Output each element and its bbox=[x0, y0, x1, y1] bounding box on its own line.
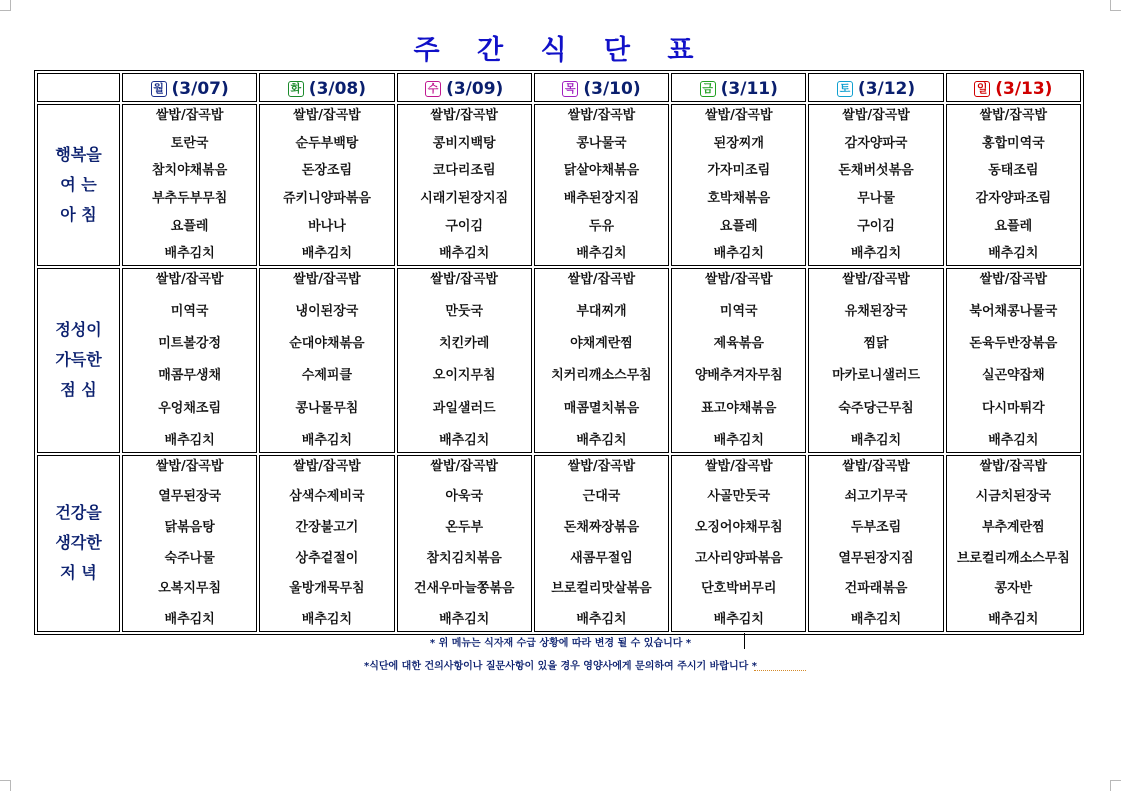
dish-item: 쌀밥/잡곡밥 bbox=[293, 458, 361, 474]
day-date-label: (3/07) bbox=[171, 78, 229, 99]
dish-item: 미역국 bbox=[719, 304, 758, 320]
day-header-content bbox=[425, 79, 503, 99]
dish-list bbox=[398, 456, 531, 631]
dish-item: 쌀밥/잡곡밥 bbox=[430, 458, 498, 474]
dish-item: 배추김치 bbox=[988, 612, 1039, 627]
dish-item: 미역국 bbox=[170, 304, 209, 320]
dish-item: 닭볶음탕 bbox=[164, 519, 215, 535]
meal-label-line: 여 는 bbox=[60, 175, 97, 195]
dish-list bbox=[672, 105, 805, 265]
dish-item: 상추겉절이 bbox=[295, 550, 359, 566]
dish-item: 아욱국 bbox=[445, 489, 484, 505]
day-date-label: (3/13) bbox=[995, 78, 1053, 99]
dish-list bbox=[260, 456, 393, 631]
day-date-label: (3/09) bbox=[446, 78, 504, 99]
menu-cell bbox=[122, 268, 257, 452]
dish-item: 온두부 bbox=[445, 519, 484, 535]
dish-item: 치킨카레 bbox=[439, 336, 490, 352]
dish-item: 돈채버섯볶음 bbox=[838, 163, 914, 179]
dish-item: 쌀밥/잡곡밥 bbox=[567, 272, 636, 288]
dish-list bbox=[123, 269, 256, 451]
menu-cell bbox=[808, 104, 943, 266]
dish-item: 치커리깨소스무침 bbox=[551, 368, 652, 384]
dish-item: 냉이된장국 bbox=[295, 304, 359, 320]
dish-item: 부추두부무침 bbox=[151, 190, 228, 206]
dish-item: 무나물 bbox=[857, 190, 895, 206]
dish-item: 간장불고기 bbox=[295, 519, 359, 535]
dish-item: 야채계란찜 bbox=[570, 336, 633, 352]
dish-item: 숙주당근무침 bbox=[838, 400, 914, 416]
day-header bbox=[397, 73, 532, 102]
dish-item: 실곤약잡채 bbox=[981, 368, 1045, 384]
dish-list bbox=[809, 105, 942, 265]
dish-list bbox=[809, 456, 942, 631]
day-icon: 화 bbox=[288, 81, 304, 97]
dish-item: 쌀밥/잡곡밥 bbox=[293, 272, 361, 288]
day-header bbox=[671, 73, 806, 102]
menu-cell bbox=[534, 268, 669, 452]
dish-item: 양배추겨자무침 bbox=[694, 368, 783, 384]
dish-item: 쌀밥/잡곡밥 bbox=[155, 458, 224, 474]
day-header-content bbox=[288, 79, 366, 99]
dish-item: 배추김치 bbox=[850, 246, 902, 262]
dish-item: 쌀밥/잡곡밥 bbox=[293, 108, 361, 123]
dish-item: 쌀밥/잡곡밥 bbox=[155, 272, 224, 288]
dish-list bbox=[535, 105, 668, 265]
day-icon: 토 bbox=[837, 81, 853, 97]
day-icon: 월 bbox=[151, 81, 167, 97]
dish-item: 쌀밥/잡곡밥 bbox=[842, 458, 910, 474]
meal-label-line: 아 침 bbox=[60, 205, 97, 225]
dish-item: 콩비지백탕 bbox=[432, 135, 496, 151]
meal-label-cell bbox=[37, 455, 120, 632]
dish-item: 쌀밥/잡곡밥 bbox=[704, 108, 773, 123]
day-icon: 수 bbox=[425, 81, 441, 97]
dish-item: 단호박버무리 bbox=[701, 581, 777, 597]
day-date-label: (3/08) bbox=[308, 78, 367, 99]
day-icon: 목 bbox=[562, 81, 578, 97]
day-icon: 일 bbox=[974, 81, 990, 97]
day-header bbox=[946, 73, 1081, 102]
dish-list bbox=[947, 105, 1080, 265]
dish-item: 쌀밥/잡곡밥 bbox=[979, 108, 1048, 123]
dish-item: 쌀밥/잡곡밥 bbox=[842, 272, 910, 288]
page-corner-mark bbox=[1110, 0, 1121, 11]
day-header bbox=[122, 73, 257, 102]
dish-item: 삼색수제비국 bbox=[289, 489, 365, 505]
menu-cell bbox=[122, 455, 257, 632]
day-date-label: (3/12) bbox=[857, 78, 916, 99]
dish-item: 참치야채볶음 bbox=[151, 163, 228, 179]
dish-item: 열무된장국 bbox=[158, 489, 222, 505]
dish-list bbox=[123, 105, 256, 265]
menu-cell bbox=[946, 104, 1081, 266]
menu-cell bbox=[259, 104, 394, 266]
dish-item: 쌀밥/잡곡밥 bbox=[430, 108, 498, 123]
day-header-content bbox=[974, 79, 1052, 99]
menu-cell bbox=[397, 268, 532, 452]
dish-list bbox=[260, 269, 393, 451]
menu-cell bbox=[808, 268, 943, 452]
dish-item: 순두부백탕 bbox=[295, 135, 359, 151]
dish-item: 매콤멸치볶음 bbox=[563, 400, 640, 416]
spellcheck-underline bbox=[754, 670, 806, 671]
dish-item: 쌀밥/잡곡밥 bbox=[979, 458, 1048, 474]
dish-item: 배추김치 bbox=[164, 246, 215, 262]
page-corner-mark bbox=[0, 0, 11, 11]
dish-item: 과일샐러드 bbox=[432, 400, 496, 416]
dish-item: 배추김치 bbox=[713, 612, 764, 627]
day-date-label: (3/10) bbox=[583, 78, 641, 99]
dish-item: 오이지무침 bbox=[432, 368, 496, 384]
dish-item: 홍합미역국 bbox=[981, 135, 1045, 151]
dish-item: 닭살야채볶음 bbox=[563, 163, 640, 179]
dish-list bbox=[398, 105, 531, 265]
dish-list bbox=[535, 269, 668, 451]
dish-item: 부대찌개 bbox=[576, 304, 627, 320]
day-header-content bbox=[837, 79, 915, 99]
meal-label-line: 가득한 bbox=[55, 350, 102, 370]
dish-item: 배추김치 bbox=[576, 432, 627, 448]
dish-item: 시금치된장국 bbox=[975, 489, 1052, 505]
dish-list bbox=[123, 456, 256, 631]
dish-item: 울방개묵무침 bbox=[289, 581, 365, 597]
dish-item: 배추김치 bbox=[713, 246, 764, 262]
dish-item: 배추김치 bbox=[301, 612, 353, 627]
dish-item: 콩나물무침 bbox=[295, 400, 359, 416]
dish-item: 부추계란찜 bbox=[981, 519, 1045, 535]
weekly-menu-table bbox=[34, 70, 1084, 635]
dish-item: 쥬키니양파볶음 bbox=[282, 190, 371, 206]
dish-item: 쌀밥/잡곡밥 bbox=[430, 272, 498, 288]
menu-cell bbox=[671, 268, 806, 452]
dish-item: 마카로니샐러드 bbox=[832, 368, 920, 384]
dish-item: 제육볶음 bbox=[713, 336, 764, 352]
dish-item: 배추김치 bbox=[301, 432, 353, 448]
dish-item: 돈육두반장볶음 bbox=[969, 336, 1058, 352]
dish-item: 된장찌개 bbox=[713, 135, 764, 151]
dish-item: 참치김치볶음 bbox=[426, 550, 502, 566]
dish-item: 쌀밥/잡곡밥 bbox=[155, 108, 224, 123]
dish-item: 돈장조림 bbox=[301, 163, 353, 179]
dish-item: 쌀밥/잡곡밥 bbox=[704, 272, 773, 288]
dish-item: 구이김 bbox=[445, 218, 484, 234]
dish-item: 요플레 bbox=[719, 218, 758, 234]
dish-item: 숙주나물 bbox=[164, 550, 215, 566]
inquiry-note: *식단에 대한 건의사항이나 질문사항이 있을 경우 영양사에게 문의하여 주시기 바랍니다 * bbox=[363, 661, 758, 672]
meal-label-line: 점 심 bbox=[60, 380, 97, 400]
dish-item: 유채된장국 bbox=[844, 304, 908, 320]
dish-list bbox=[260, 105, 393, 265]
dish-item: 쌀밥/잡곡밥 bbox=[567, 108, 636, 123]
dish-item: 요플레 bbox=[170, 218, 209, 234]
page-title: 주 간 식 단 표 bbox=[413, 35, 708, 66]
dish-item: 우엉채조림 bbox=[158, 400, 222, 416]
meal-label-cell bbox=[37, 104, 120, 266]
dish-item: 감자양파조림 bbox=[975, 190, 1052, 206]
meal-row bbox=[37, 455, 1081, 632]
dish-item: 근대국 bbox=[582, 489, 621, 505]
page-corner-mark bbox=[0, 780, 11, 791]
dish-item: 쌀밥/잡곡밥 bbox=[979, 272, 1048, 288]
dish-item: 콩나물국 bbox=[576, 135, 627, 151]
meal-label-line: 저 녁 bbox=[60, 563, 97, 583]
dish-item: 배추김치 bbox=[439, 612, 490, 627]
dish-item: 코다리조림 bbox=[432, 163, 496, 179]
dish-item: 브로컬리맛살볶음 bbox=[551, 581, 652, 597]
meal-label-cell bbox=[37, 268, 120, 452]
menu-cell bbox=[397, 104, 532, 266]
dish-list bbox=[809, 269, 942, 451]
dish-item: 만둣국 bbox=[445, 304, 484, 320]
meal-label-line: 행복을 bbox=[55, 145, 102, 165]
dish-item: 순대야채볶음 bbox=[289, 336, 365, 352]
dish-item: 콩자반 bbox=[994, 581, 1033, 597]
menu-cell bbox=[534, 455, 669, 632]
menu-cell bbox=[946, 268, 1081, 452]
corner-cell bbox=[37, 73, 120, 102]
menu-cell bbox=[259, 455, 394, 632]
meal-label-line: 생각한 bbox=[55, 533, 102, 553]
dish-item: 미트볼강정 bbox=[158, 336, 222, 352]
dish-item: 돈채짜장볶음 bbox=[563, 519, 640, 535]
day-header-content bbox=[151, 79, 229, 99]
dish-item: 배추김치 bbox=[988, 432, 1039, 448]
dish-item: 요플레 bbox=[994, 218, 1033, 234]
dish-item: 배추김치 bbox=[576, 246, 627, 262]
dish-item: 호박채볶음 bbox=[707, 190, 771, 206]
dish-item: 표고야채볶음 bbox=[701, 400, 777, 416]
dish-item: 오복지무침 bbox=[158, 581, 222, 597]
dish-item: 배추김치 bbox=[301, 246, 353, 262]
day-header-content bbox=[700, 79, 778, 99]
dish-item: 배추김치 bbox=[850, 612, 902, 627]
menu-cell bbox=[122, 104, 257, 266]
dish-item: 배추김치 bbox=[439, 432, 490, 448]
dish-item: 시래기된장지짐 bbox=[420, 190, 509, 206]
day-icon: 금 bbox=[700, 81, 716, 97]
dish-item: 쇠고기무국 bbox=[844, 489, 908, 505]
meal-label-line: 건강을 bbox=[55, 503, 102, 523]
dish-item: 브로컬리깨소스무침 bbox=[956, 550, 1070, 566]
dish-item: 동태조림 bbox=[988, 163, 1039, 179]
dish-item: 배추김치 bbox=[439, 246, 490, 262]
dish-item: 토란국 bbox=[170, 135, 209, 151]
dish-item: 배추된장지짐 bbox=[563, 190, 640, 206]
dish-item: 배추김치 bbox=[164, 612, 215, 627]
menu-cell bbox=[671, 455, 806, 632]
dish-item: 찜닭 bbox=[863, 336, 889, 352]
menu-cell bbox=[259, 268, 394, 452]
dish-item: 배추김치 bbox=[713, 432, 764, 448]
dish-item: 두유 bbox=[588, 218, 615, 234]
meal-row bbox=[37, 268, 1081, 452]
dish-item: 건파래볶음 bbox=[844, 581, 908, 597]
dish-list bbox=[672, 269, 805, 451]
day-header bbox=[259, 73, 394, 102]
dish-item: 감자양파국 bbox=[844, 135, 908, 151]
menu-cell bbox=[671, 104, 806, 266]
dish-list bbox=[535, 456, 668, 631]
dish-item: 바나나 bbox=[308, 218, 346, 234]
dish-item: 쌀밥/잡곡밥 bbox=[704, 458, 773, 474]
dish-item: 가자미조림 bbox=[707, 163, 771, 179]
menu-cell bbox=[946, 455, 1081, 632]
page-corner-mark bbox=[1110, 780, 1121, 791]
dish-list bbox=[947, 456, 1080, 631]
dish-list bbox=[672, 456, 805, 631]
day-header-row bbox=[37, 73, 1081, 102]
dish-list bbox=[398, 269, 531, 451]
day-header-content bbox=[562, 79, 640, 99]
dish-item: 배추김치 bbox=[850, 432, 902, 448]
menu-change-note: * 위 메뉴는 식자재 수급 상황에 따라 변경 될 수 있습니다 * bbox=[429, 638, 692, 649]
dish-item: 건새우마늘쫑볶음 bbox=[413, 581, 515, 597]
dish-item: 다시마튀각 bbox=[981, 400, 1045, 416]
menu-cell bbox=[808, 455, 943, 632]
dish-item: 배추김치 bbox=[164, 432, 215, 448]
dish-item: 쌀밥/잡곡밥 bbox=[842, 108, 910, 123]
dish-item: 북어채콩나물국 bbox=[969, 304, 1058, 320]
meal-row bbox=[37, 104, 1081, 266]
dish-item: 배추김치 bbox=[988, 246, 1039, 262]
dish-item: 새콤무절임 bbox=[570, 550, 633, 566]
dish-item: 배추김치 bbox=[576, 612, 627, 627]
dish-item: 수제피클 bbox=[301, 368, 353, 384]
meal-label-line: 정성이 bbox=[55, 320, 102, 340]
dish-item: 고사리양파볶음 bbox=[694, 550, 783, 566]
dish-item: 두부조림 bbox=[850, 519, 902, 535]
dish-item: 오징어야채무침 bbox=[694, 519, 783, 535]
dish-item: 매콤무생채 bbox=[158, 368, 222, 384]
dish-item: 쌀밥/잡곡밥 bbox=[567, 458, 636, 474]
dish-item: 열무된장지짐 bbox=[838, 550, 914, 566]
menu-cell bbox=[397, 455, 532, 632]
dish-item: 사골만둣국 bbox=[707, 489, 771, 505]
day-date-label: (3/11) bbox=[720, 78, 778, 99]
dish-item: 구이김 bbox=[857, 218, 895, 234]
day-header bbox=[534, 73, 669, 102]
dish-list bbox=[947, 269, 1080, 451]
menu-cell bbox=[534, 104, 669, 266]
day-header bbox=[808, 73, 943, 102]
